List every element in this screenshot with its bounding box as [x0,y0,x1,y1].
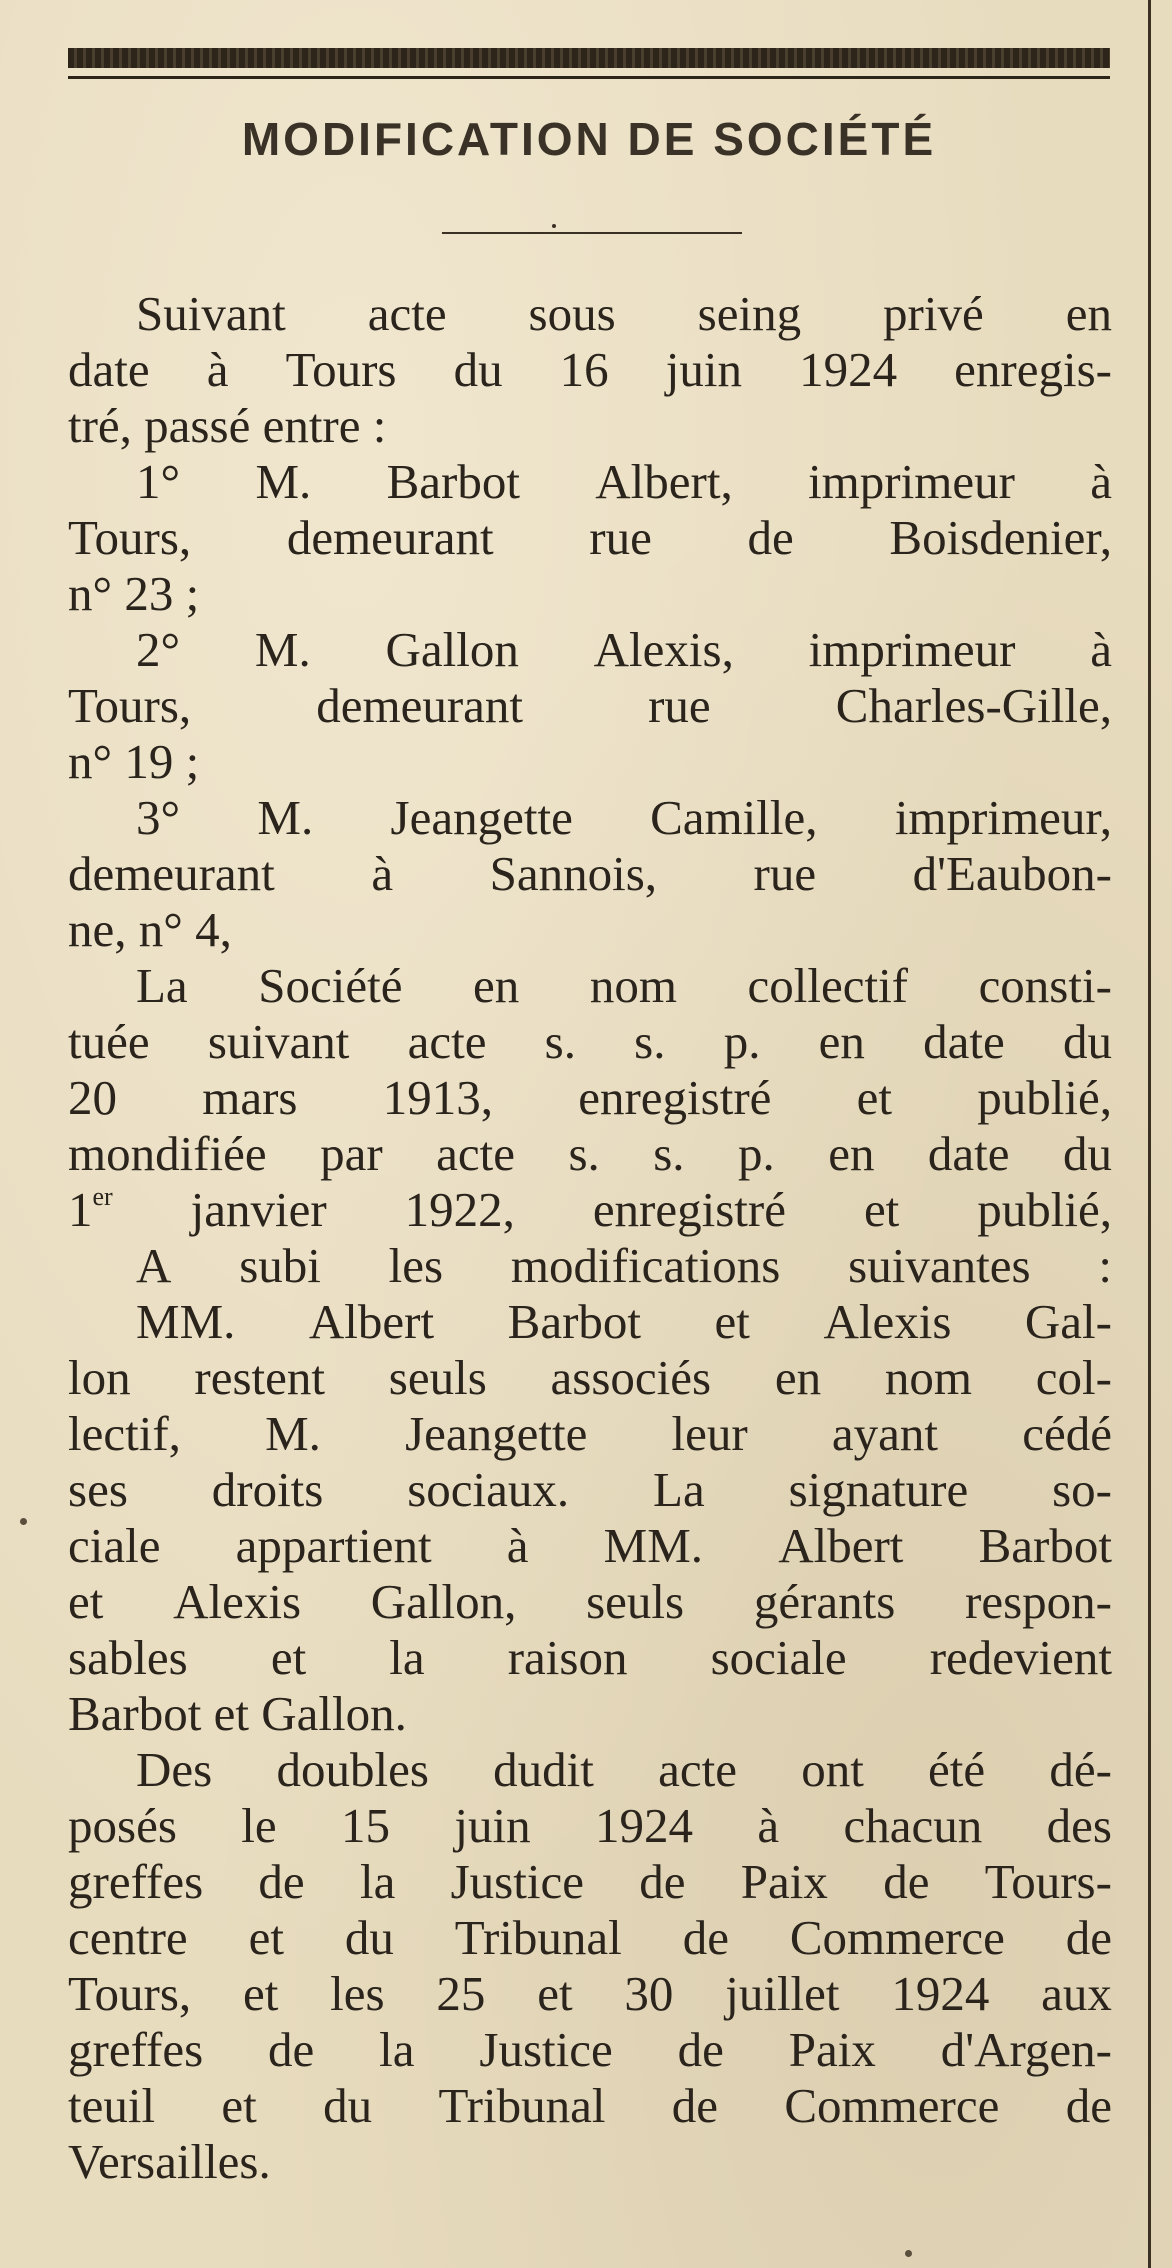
article-line: Tours, demeurant rue Charles-Gille, [68,678,1112,733]
article-line: Versailles. [68,2134,271,2189]
article-line: ses droits sociaux. La signature so- [68,1462,1112,1517]
article-line: posés le 15 juin 1924 à chacun des [68,1798,1112,1853]
article-line: n° 19 ; [68,734,200,789]
article-line: demeurant à Sannois, rue d'Eaubon- [68,846,1112,901]
article-line: Tours, demeurant rue de Boisdenier, [68,510,1112,565]
article-line: Suivant acte sous seing privé en [136,286,1112,341]
article-line: La Société en nom collectif consti- [136,958,1112,1013]
article-line: centre et du Tribunal de Commerce de [68,1910,1112,1965]
article-line: mondifiée par acte s. s. p. en date du [68,1126,1112,1181]
article-line: Des doubles dudit acte ont été dé- [136,1742,1112,1797]
article-line: MM. Albert Barbot et Alexis Gal- [136,1294,1112,1349]
article-line: lectif, M. Jeangette leur ayant cédé [68,1406,1112,1461]
separator-dot [552,224,556,228]
article-line: Barbot et Gallon. [68,1686,407,1741]
article-line: date à Tours du 16 juin 1924 enregis- [68,342,1112,397]
article-line: 2° M. Gallon Alexis, imprimeur à [136,622,1112,677]
title-separator-rule [442,232,742,234]
article-body [68,286,1112,2190]
article-line: A subi les modifications suivantes : [136,1238,1112,1293]
print-speck [905,2250,912,2257]
article-line: et Alexis Gallon, seuls gérants respon- [68,1574,1112,1629]
print-speck [20,1518,27,1525]
article-line: 1° M. Barbot Albert, imprimeur à [136,454,1112,509]
article-line: lon restent seuls associés en nom col- [68,1350,1112,1405]
article-line: 3° M. Jeangette Camille, imprimeur, [136,790,1112,845]
article-line: Tours, et les 25 et 30 juillet 1924 aux [68,1966,1112,2021]
article-line: ne, n° 4, [68,902,232,957]
header-rule-thick [68,48,1110,68]
article-line: sables et la raison sociale redevient [68,1630,1112,1685]
header-rule-thin [68,76,1110,79]
ordinal-number: 1er [68,1182,113,1237]
article-line: teuil et du Tribunal de Commerce de [68,2078,1112,2133]
article-line: greffes de la Justice de Paix d'Argen- [68,2022,1112,2077]
article-line: greffes de la Justice de Paix de Tours- [68,1854,1112,1909]
article-line: ciale appartient à MM. Albert Barbot [68,1518,1112,1573]
article-line: 20 mars 1913, enregistré et publié, [68,1070,1112,1125]
article-line: n° 23 ; [68,566,200,621]
article-line: tré, passé entre : [68,398,387,453]
article-line: 1er janvier 1922, enregistré et publié, [68,1182,1112,1237]
column-rule-right [1148,0,1151,2268]
article-line: tuée suivant acte s. s. p. en date du [68,1014,1112,1069]
article-title: MODIFICATION DE SOCIÉTÉ [241,113,937,165]
